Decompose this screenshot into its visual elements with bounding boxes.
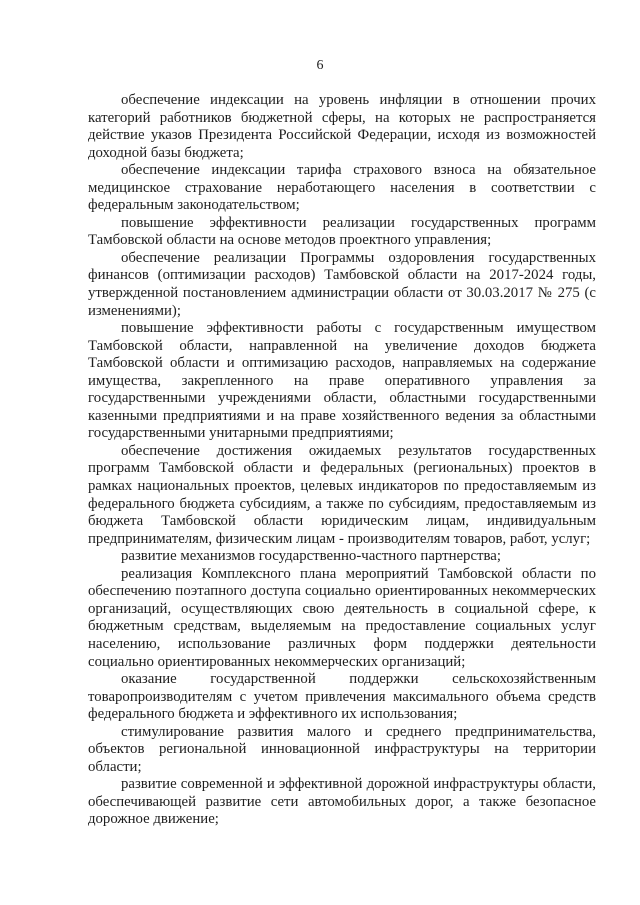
paragraph: обеспечение реализации Программы оздоровления государственных финансов (оптимизации расходов) Тамбовской области на 2017-2024 годы, утвержденной постановлением администрации области от 30.03.2017 № 275 (с изменениями); bbox=[88, 249, 596, 319]
paragraph: повышение эффективности работы с государственным имуществом Тамбовской области, направленной на увеличение доходов бюджета Тамбовской области и оптимизацию расходов, направляемых на содержание имущества, закрепленного на праве оперативного управления за государственными учреждениями области, областными государственными казенными предприятиями и на праве хозяйственного ведения за областными государственными унитарными предприятиями; bbox=[88, 320, 596, 442]
document-body bbox=[88, 92, 596, 829]
paragraph: стимулирование развития малого и среднего предпринимательства, объектов региональной инновационной инфраструктуры на территории области; bbox=[88, 723, 596, 775]
paragraph: обеспечение индексации на уровень инфляции в отношении прочих категорий работников бюджетной сферы, на которых не распространяется действие указов Президента Российской Федерации, исходя из возможностей доходной базы бюджета; bbox=[88, 92, 596, 161]
page-number: 6 bbox=[316, 58, 324, 73]
paragraph: развитие современной и эффективной дорожной инфраструктуры области, обеспечивающей развитие сети автомобильных дорог, а также безопасное дорожное движение; bbox=[88, 776, 596, 828]
paragraph: развитие механизмов государственно-частного партнерства; bbox=[121, 548, 501, 565]
paragraph: обеспечение индексации тарифа страхового взноса на обязательное медицинское страхование неработающего населения в соответствии с федеральным законодательством; bbox=[88, 162, 596, 214]
paragraph: обеспечение достижения ожидаемых результатов государственных программ Тамбовской области и федеральных (региональных) проектов в рамках национальных проектов, целевых индикаторов по предоставляемым из федерального бюджета субсидиям, а также по субсидиям, предоставляемым из бюджета Тамбовской области юридическим лицам, индивидуальным предпринимателям, физическим лицам - производителям товаров, работ, услуг; bbox=[88, 442, 596, 547]
paragraph: повышение эффективности реализации государственных программ Тамбовской области на основе методов проектного управления; bbox=[88, 214, 596, 249]
paragraph: реализация Комплексного плана мероприятий Тамбовской области по обеспечению поэтапного доступа социально ориентированных некоммерческих организаций, осуществляющих свою деятельность в социальной сфере, к бюджетным средствам, выделяемым на предоставление социальных услуг населению, использование различных форм поддержки деятельности социально ориентированных некоммерческих организаций; bbox=[88, 565, 596, 670]
paragraph: оказание государственной поддержки сельскохозяйственным товаропроизводителям с учетом привлечения максимального объема средств федерального бюджета и эффективного их использования; bbox=[88, 671, 596, 723]
